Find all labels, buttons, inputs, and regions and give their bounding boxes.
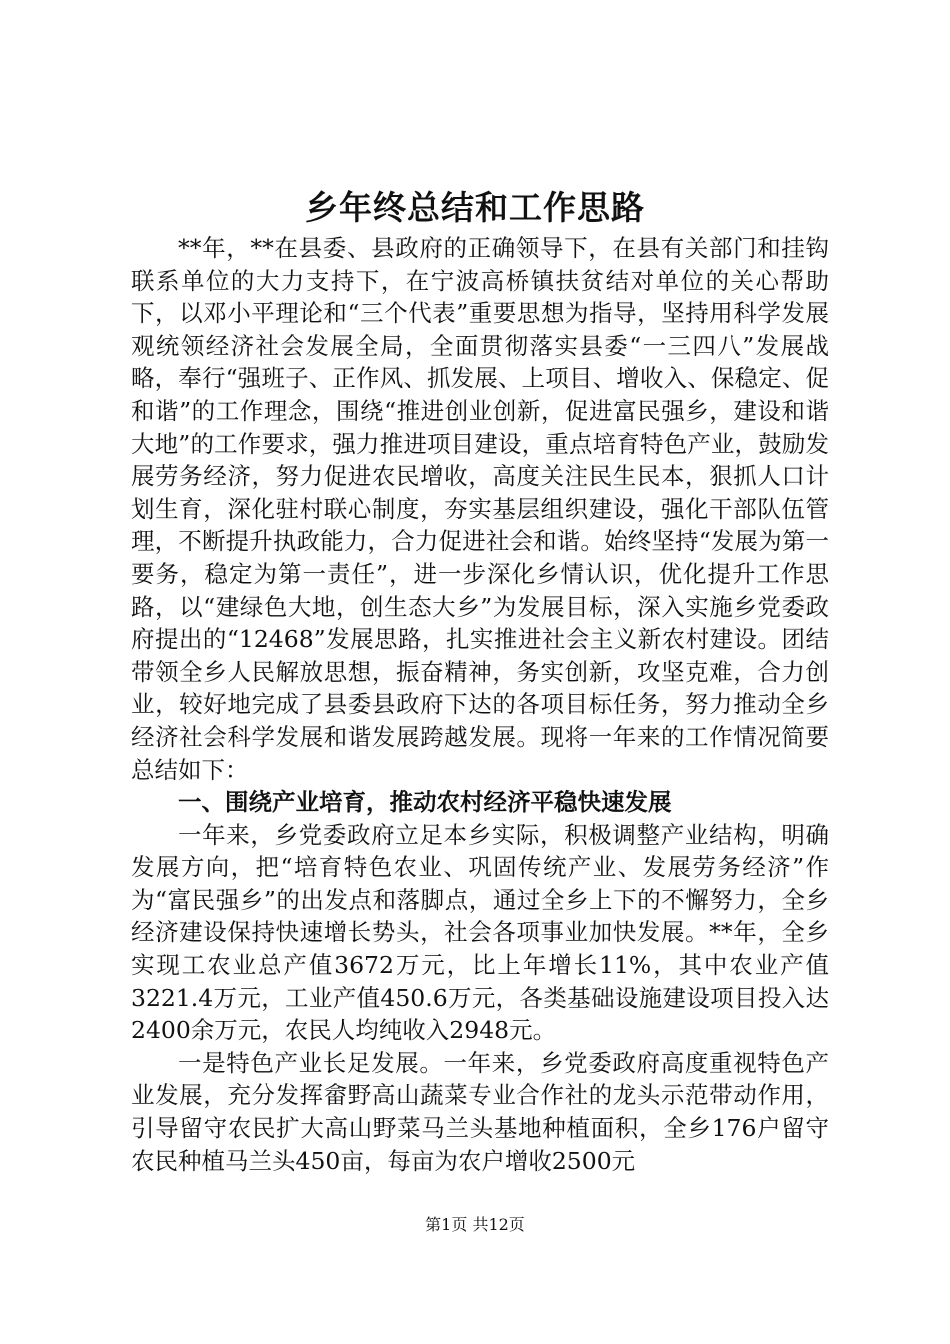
section-heading: 一、围绕产业培育，推动农村经济平稳快速发展	[178, 788, 672, 817]
paragraph-overview: 一年来，乡党委政府立足本乡实际，积极调整产业结构，明确发展方向，把“培育特色农业、巩固传统产业、发展劳务经济”作为“富民强乡”的出发点和落脚点，通过全乡上下的不懈努力，全乡经济建设保持快速增长势头，社会各项事业加快发展。**年，全乡实现工农业总产值3672万元，比上年增长11%，其中农业产值3221.4万元，工业产值450.6万元，各类基础设施建设项目投入达2400余万元，农民人均纯收入2948元。	[131, 820, 829, 1045]
document-body	[131, 232, 829, 1177]
paragraph-specialty-industry: 一是特色产业长足发展。一年来，乡党委政府高度重视特色产业发展，充分发挥畲野高山蔬菜专业合作社的龙头示范带动作用，引导留守农民扩大高山野菜马兰头基地种植面积，全乡176户留守农民种植马兰头450亩，每亩为农户增收2500元	[131, 1048, 829, 1175]
document-title: 乡年终总结和工作思路	[305, 188, 645, 227]
page-number-footer: 第1页 共12页	[425, 1215, 525, 1234]
paragraph-intro: **年，**在县委、县政府的正确领导下，在县有关部门和挂钩联系单位的大力支持下，在宁波高桥镇扶贫结对单位的关心帮助下，以邓小平理论和“三个代表”重要思想为指导，坚持用科学发展观统领经济社会发展全局，全面贯彻落实县委“一三四八”发展战略，奉行“强班子、正作风、抓发展、上项目、增收入、保稳定、促和谐”的工作理念，围绕“推进创业创新，促进富民强乡，建设和谐大地”的工作要求，强力推进项目建设，重点培育特色产业，鼓励发展劳务经济，努力促进农民增收，高度关注民生民本，狠抓人口计划生育，深化驻村联心制度，夯实基层组织建设，强化干部队伍管理，不断提升执政能力，合力促进社会和谐。始终坚持“发展为第一要务，稳定为第一责任”，进一步深化乡情认识，优化提升工作思路，以“建绿色大地，创生态大乡”为发展目标，深入实施乡党委政府提出的“12468”发展思路，扎实推进社会主义新农村建设。团结带领全乡人民解放思想，振奋精神，务实创新，攻坚克难，合力创业，较好地完成了县委县政府下达的各项目标任务，努力推动全乡经济社会科学发展和谐发展跨越发展。现将一年来的工作情况简要总结如下：	[131, 234, 829, 784]
